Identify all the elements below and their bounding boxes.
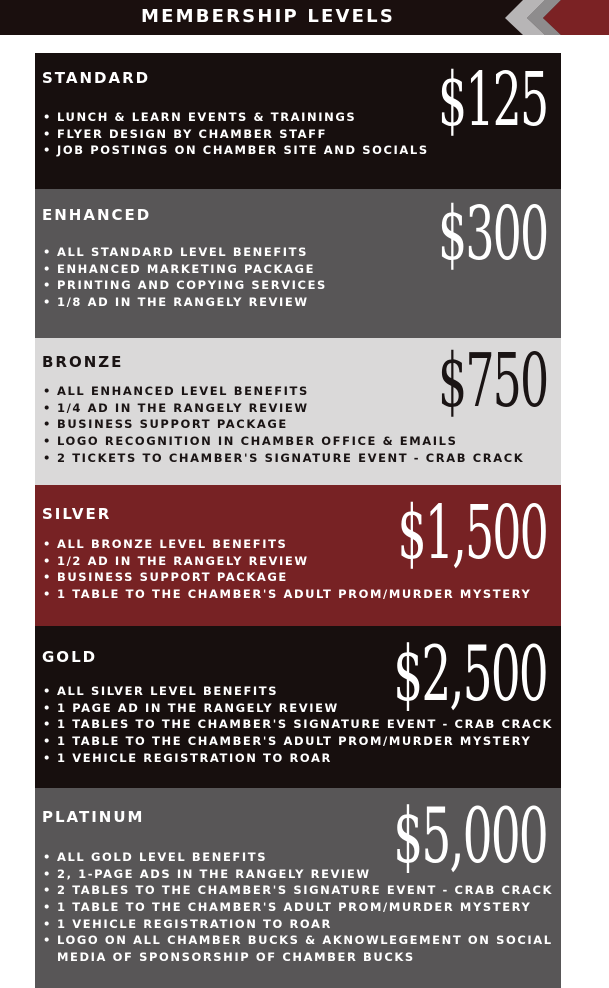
level-name: GOLD <box>42 648 98 666</box>
benefit-list <box>42 383 524 466</box>
level-price: $300 <box>437 191 547 277</box>
benefit-item: • 1 TABLE TO THE CHAMBER'S ADULT PROM/MURDER MYSTERY <box>42 899 557 916</box>
benefit-item: • 2 TICKETS TO CHAMBER'S SIGNATURE EVENT - CRAB CRACK <box>42 450 524 467</box>
benefit-item: • 1 VEHICLE REGISTRATION TO ROAR <box>42 916 557 933</box>
benefit-item: • 1 TABLE TO THE CHAMBER'S ADULT PROM/MURDER MYSTERY <box>42 586 531 603</box>
benefit-item: • ALL STANDARD LEVEL BENEFITS <box>42 244 327 261</box>
level-price: $1,500 <box>397 490 547 576</box>
benefit-item: • 1/2 AD IN THE RANGELY REVIEW <box>42 553 531 570</box>
level-card-standard <box>35 53 561 189</box>
benefit-item: • FLYER DESIGN BY CHAMBER STAFF <box>42 126 429 143</box>
benefit-item: • ALL GOLD LEVEL BENEFITS <box>42 849 557 866</box>
benefit-item: • 1/4 AD IN THE RANGELY REVIEW <box>42 400 524 417</box>
benefit-item: • ENHANCED MARKETING PACKAGE <box>42 261 327 278</box>
level-price: $750 <box>437 338 547 424</box>
level-price: $5,000 <box>393 791 547 880</box>
benefit-item: • 1 TABLES TO THE CHAMBER'S SIGNATURE EVENT - CRAB CRACK <box>42 716 553 733</box>
level-name: STANDARD <box>42 69 151 87</box>
header-banner <box>0 0 609 35</box>
benefit-item: • LOGO ON ALL CHAMBER BUCKS & AKNOWLEGEMENT ON SOCIAL MEDIA OF SPONSORSHIP OF CHAMBER BUCKS <box>42 932 557 965</box>
benefit-item: • 1 TABLE TO THE CHAMBER'S ADULT PROM/MURDER MYSTERY <box>42 733 553 750</box>
benefit-item: • 1/8 AD IN THE RANGELY REVIEW <box>42 294 327 311</box>
benefit-list <box>42 244 327 311</box>
benefit-item: • 2 TABLES TO THE CHAMBER'S SIGNATURE EVENT - CRAB CRACK <box>42 882 557 899</box>
benefit-item: • PRINTING AND COPYING SERVICES <box>42 277 327 294</box>
level-price: $2,500 <box>393 629 547 718</box>
benefit-list <box>42 109 429 159</box>
benefit-item: • ALL ENHANCED LEVEL BENEFITS <box>42 383 524 400</box>
level-card-gold <box>35 626 561 788</box>
benefit-list <box>42 849 557 965</box>
benefit-item: • 2, 1-PAGE ADS IN THE RANGELY REVIEW <box>42 866 557 883</box>
level-name: ENHANCED <box>42 206 152 224</box>
benefit-item: • 1 VEHICLE REGISTRATION TO ROAR <box>42 750 553 767</box>
benefit-list <box>42 683 553 766</box>
benefit-item: • BUSINESS SUPPORT PACKAGE <box>42 416 524 433</box>
level-card-bronze <box>35 338 561 485</box>
page-title: MEMBERSHIP LEVELS <box>140 6 395 27</box>
level-card-silver <box>35 485 561 626</box>
level-card-enhanced <box>35 189 561 338</box>
benefit-item: • LUNCH & LEARN EVENTS & TRAININGS <box>42 109 429 126</box>
benefit-item: • 1 PAGE AD IN THE RANGELY REVIEW <box>42 700 553 717</box>
level-price: $125 <box>437 57 547 143</box>
benefit-item: • LOGO RECOGNITION IN CHAMBER OFFICE & EMAILS <box>42 433 524 450</box>
level-card-platinum <box>35 788 561 988</box>
benefit-list <box>42 536 531 603</box>
benefit-item: • JOB POSTINGS ON CHAMBER SITE AND SOCIALS <box>42 142 429 159</box>
benefit-item: • ALL BRONZE LEVEL BENEFITS <box>42 536 531 553</box>
benefit-item: • BUSINESS SUPPORT PACKAGE <box>42 569 531 586</box>
level-name: SILVER <box>42 505 112 523</box>
benefit-item: • ALL SILVER LEVEL BENEFITS <box>42 683 553 700</box>
level-name: PLATINUM <box>42 808 145 826</box>
chevron-decoration-icon <box>505 0 609 35</box>
level-name: BRONZE <box>42 353 124 371</box>
